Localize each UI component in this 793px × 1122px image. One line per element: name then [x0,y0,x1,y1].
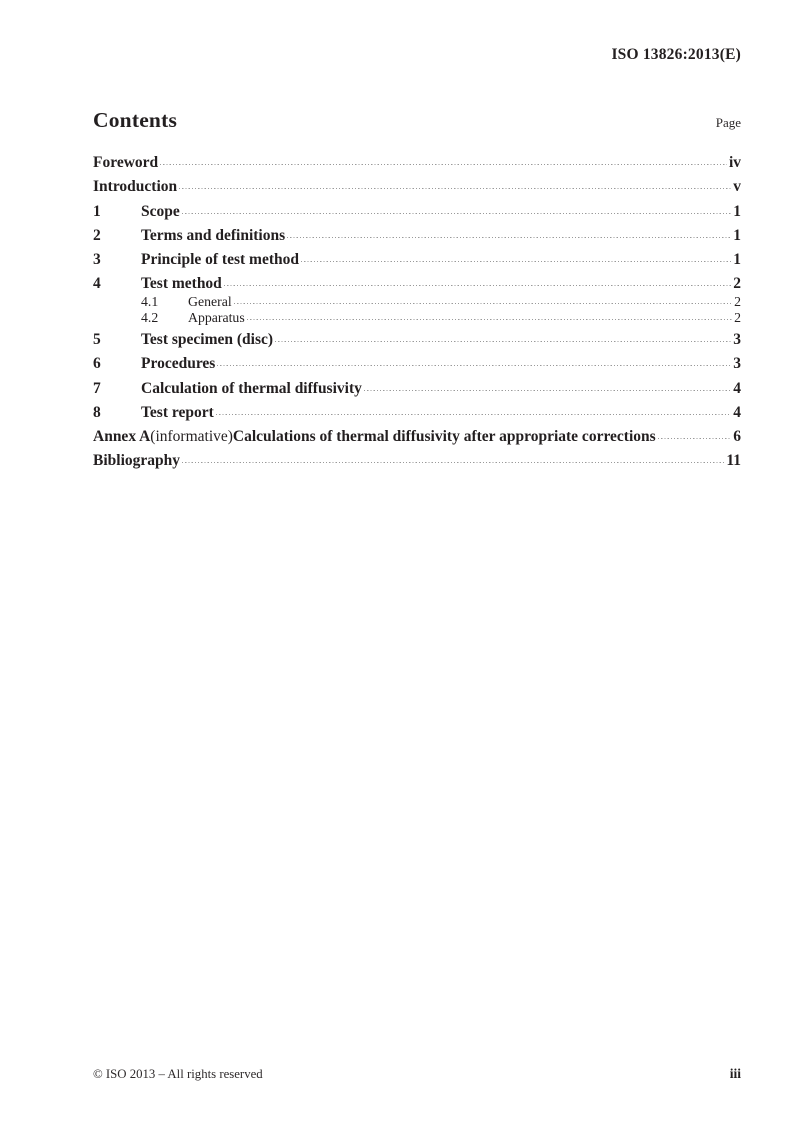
toc-entry-page: 3 [733,331,741,349]
toc-entry-number: 4.1 [141,294,159,310]
toc-entry-page: 1 [733,202,741,220]
toc-entry-number: 6 [93,355,101,373]
toc-entry-annex-qualifier: (informative) [150,427,233,445]
toc-entry-page: 1 [733,250,741,268]
toc-entry-clause-5[interactable] [93,331,741,349]
toc-entry-title: Calculation of thermal diffusivity [141,379,362,397]
dotted-leader [160,154,727,167]
toc-entry-page: 4 [733,379,741,397]
toc-entry-bibliography[interactable] [93,452,741,470]
toc-entry-clause-4-1[interactable] [93,294,741,309]
contents-header-row [93,108,741,133]
footer-page-number: iii [729,1066,741,1081]
dotted-leader [301,251,731,264]
toc-entry-number: 3 [93,250,101,268]
toc-entry-page: 6 [733,427,741,445]
dotted-leader [216,404,731,417]
toc-entry-title: General [188,294,232,310]
toc-entry-title: Terms and definitions [141,226,286,244]
toc-entry-annex-prefix: Annex A [93,427,151,445]
toc-entry-number: 4 [93,275,101,293]
copyright-notice: © ISO 2013 – All rights reserved [93,1067,263,1081]
toc-entry-page: 1 [733,226,741,244]
toc-entry-page: 2 [734,294,741,310]
toc-entry-clause-4-2[interactable] [93,310,741,325]
toc-entry-number: 7 [93,379,101,397]
toc-entry-title: Calculations of thermal diffusivity after appropriate corrections [232,427,656,445]
dotted-leader [217,355,731,368]
toc-entry-clause-7[interactable] [93,379,741,397]
page-column-label: Page [715,115,741,130]
document-reference: ISO 13826:2013(E) [611,46,741,63]
dotted-leader [247,310,732,322]
toc-entry-page: 11 [726,452,741,470]
toc-entry-title: Introduction [93,178,178,196]
dotted-leader [224,275,731,288]
toc-entry-page: v [733,178,741,196]
toc-entry-title: Test specimen (disc) [141,331,274,349]
toc-entry-page: 2 [733,275,741,293]
toc-entry-number: 4.2 [141,310,159,326]
toc-entry-clause-2[interactable] [93,227,741,245]
page-content [93,0,741,470]
toc-entry-title: Test report [141,403,214,421]
toc-entry-clause-4[interactable] [93,275,741,293]
toc-entry-title: Foreword [93,154,159,172]
toc-entry-title: Procedures [141,355,216,373]
toc-entry-clause-8[interactable] [93,404,741,422]
contents-heading: Contents [93,108,178,132]
toc-entry-title: Test method [141,275,222,293]
dotted-leader [364,379,731,392]
dotted-leader [287,227,731,240]
toc-entry-title: Bibliography [93,452,180,470]
dotted-leader [275,331,731,344]
toc-entry-page: 3 [733,355,741,373]
toc-entry-number: 1 [93,202,101,220]
toc-entry-page: 4 [733,403,741,421]
toc-entry-number: 2 [93,226,101,244]
toc-entry-clause-6[interactable] [93,355,741,373]
toc-entry-page: 2 [734,310,741,326]
toc-entry-clause-3[interactable] [93,251,741,269]
table-of-contents [93,154,741,470]
toc-entry-introduction[interactable] [93,178,741,196]
toc-entry-page: iv [728,154,741,172]
toc-entry-title: Apparatus [188,310,245,326]
toc-entry-title: Principle of test method [141,250,299,268]
dotted-leader [182,202,732,215]
dotted-leader [182,452,724,465]
toc-entry-clause-1[interactable] [93,202,741,220]
dotted-leader [179,178,731,191]
dotted-leader [658,428,732,441]
toc-entry-number: 5 [93,331,101,349]
dotted-leader [234,294,732,306]
toc-entry-annex-a[interactable] [93,428,741,446]
toc-entry-title: Scope [141,202,180,220]
toc-entry-foreword[interactable] [93,154,741,172]
page-footer [93,1066,741,1082]
toc-entry-number: 8 [93,403,101,421]
